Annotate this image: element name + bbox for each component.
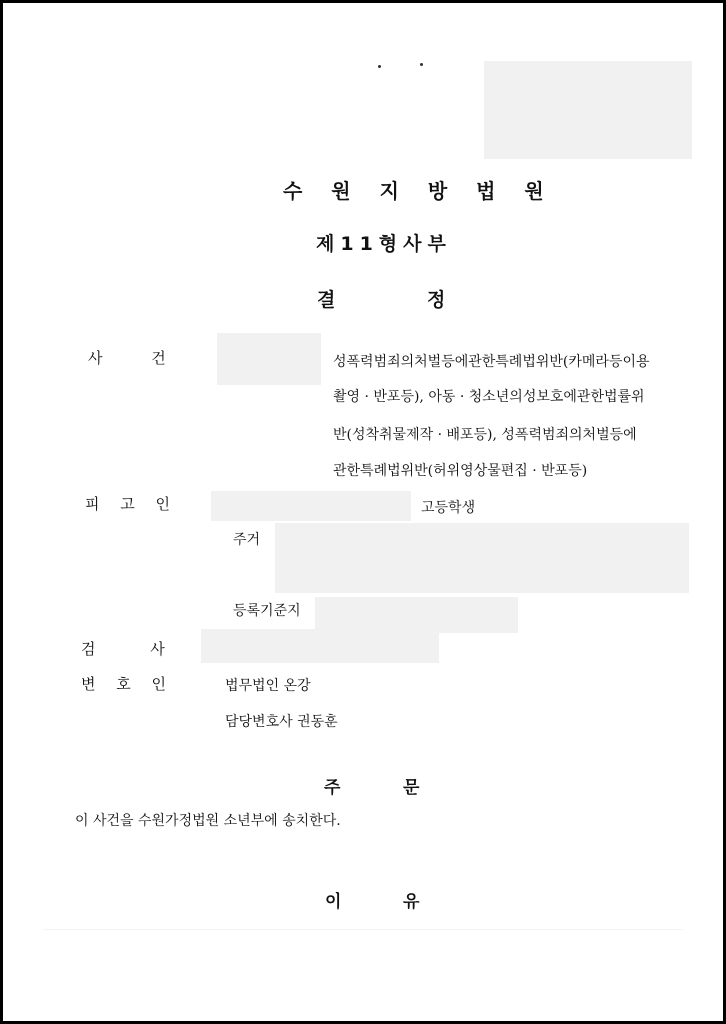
court-name: 수 원 지 방 법 원	[283, 179, 555, 203]
redacted-header-block	[484, 61, 692, 159]
case-charge-line-4: 관한특례법위반(허위영상물편집 · 반포등)	[333, 463, 588, 479]
doc-type-right: 정	[427, 289, 446, 311]
redacted-address	[275, 523, 689, 593]
doc-type-left: 결	[317, 289, 336, 311]
defendant-occupation: 고등학생	[421, 500, 476, 516]
address-label: 주거	[233, 532, 261, 548]
case-label: 사 건	[88, 349, 166, 367]
counsel-firm: 법무법인 온강	[225, 678, 311, 694]
redacted-prosecutor	[201, 629, 439, 663]
reasons-heading-right: 유	[403, 892, 420, 912]
case-charge-line-1: 성폭력범죄의처벌등에관한특례법위반(카메라등이용	[333, 354, 650, 370]
redacted-registry	[315, 597, 518, 633]
counsel-attorney: 담당변호사 권동훈	[225, 714, 338, 730]
ruling-heading-right: 문	[403, 778, 420, 798]
division-name: 제11형사부	[316, 233, 452, 255]
ruling-heading-left: 주	[324, 778, 341, 798]
registry-label: 등록기준지	[233, 603, 301, 619]
faded-text-line	[43, 929, 683, 930]
scan-mark	[378, 65, 381, 68]
scan-mark	[420, 63, 423, 66]
reasons-heading-left: 이	[325, 892, 342, 912]
defendant-label: 피 고 인	[85, 495, 171, 513]
prosecutor-label: 검 사	[81, 640, 165, 658]
redacted-defendant-name	[211, 491, 411, 521]
ruling-text: 이 사건을 수원가정법원 소년부에 송치한다.	[75, 813, 341, 829]
redacted-case-number	[217, 333, 321, 385]
case-charge-line-2: 촬영 · 반포등), 아동 · 청소년의성보호에관한법률위	[333, 389, 645, 405]
counsel-label: 변 호 인	[81, 675, 167, 693]
case-charge-line-3: 반(성착취물제작 · 배포등), 성폭력범죄의처벌등에	[333, 427, 637, 443]
